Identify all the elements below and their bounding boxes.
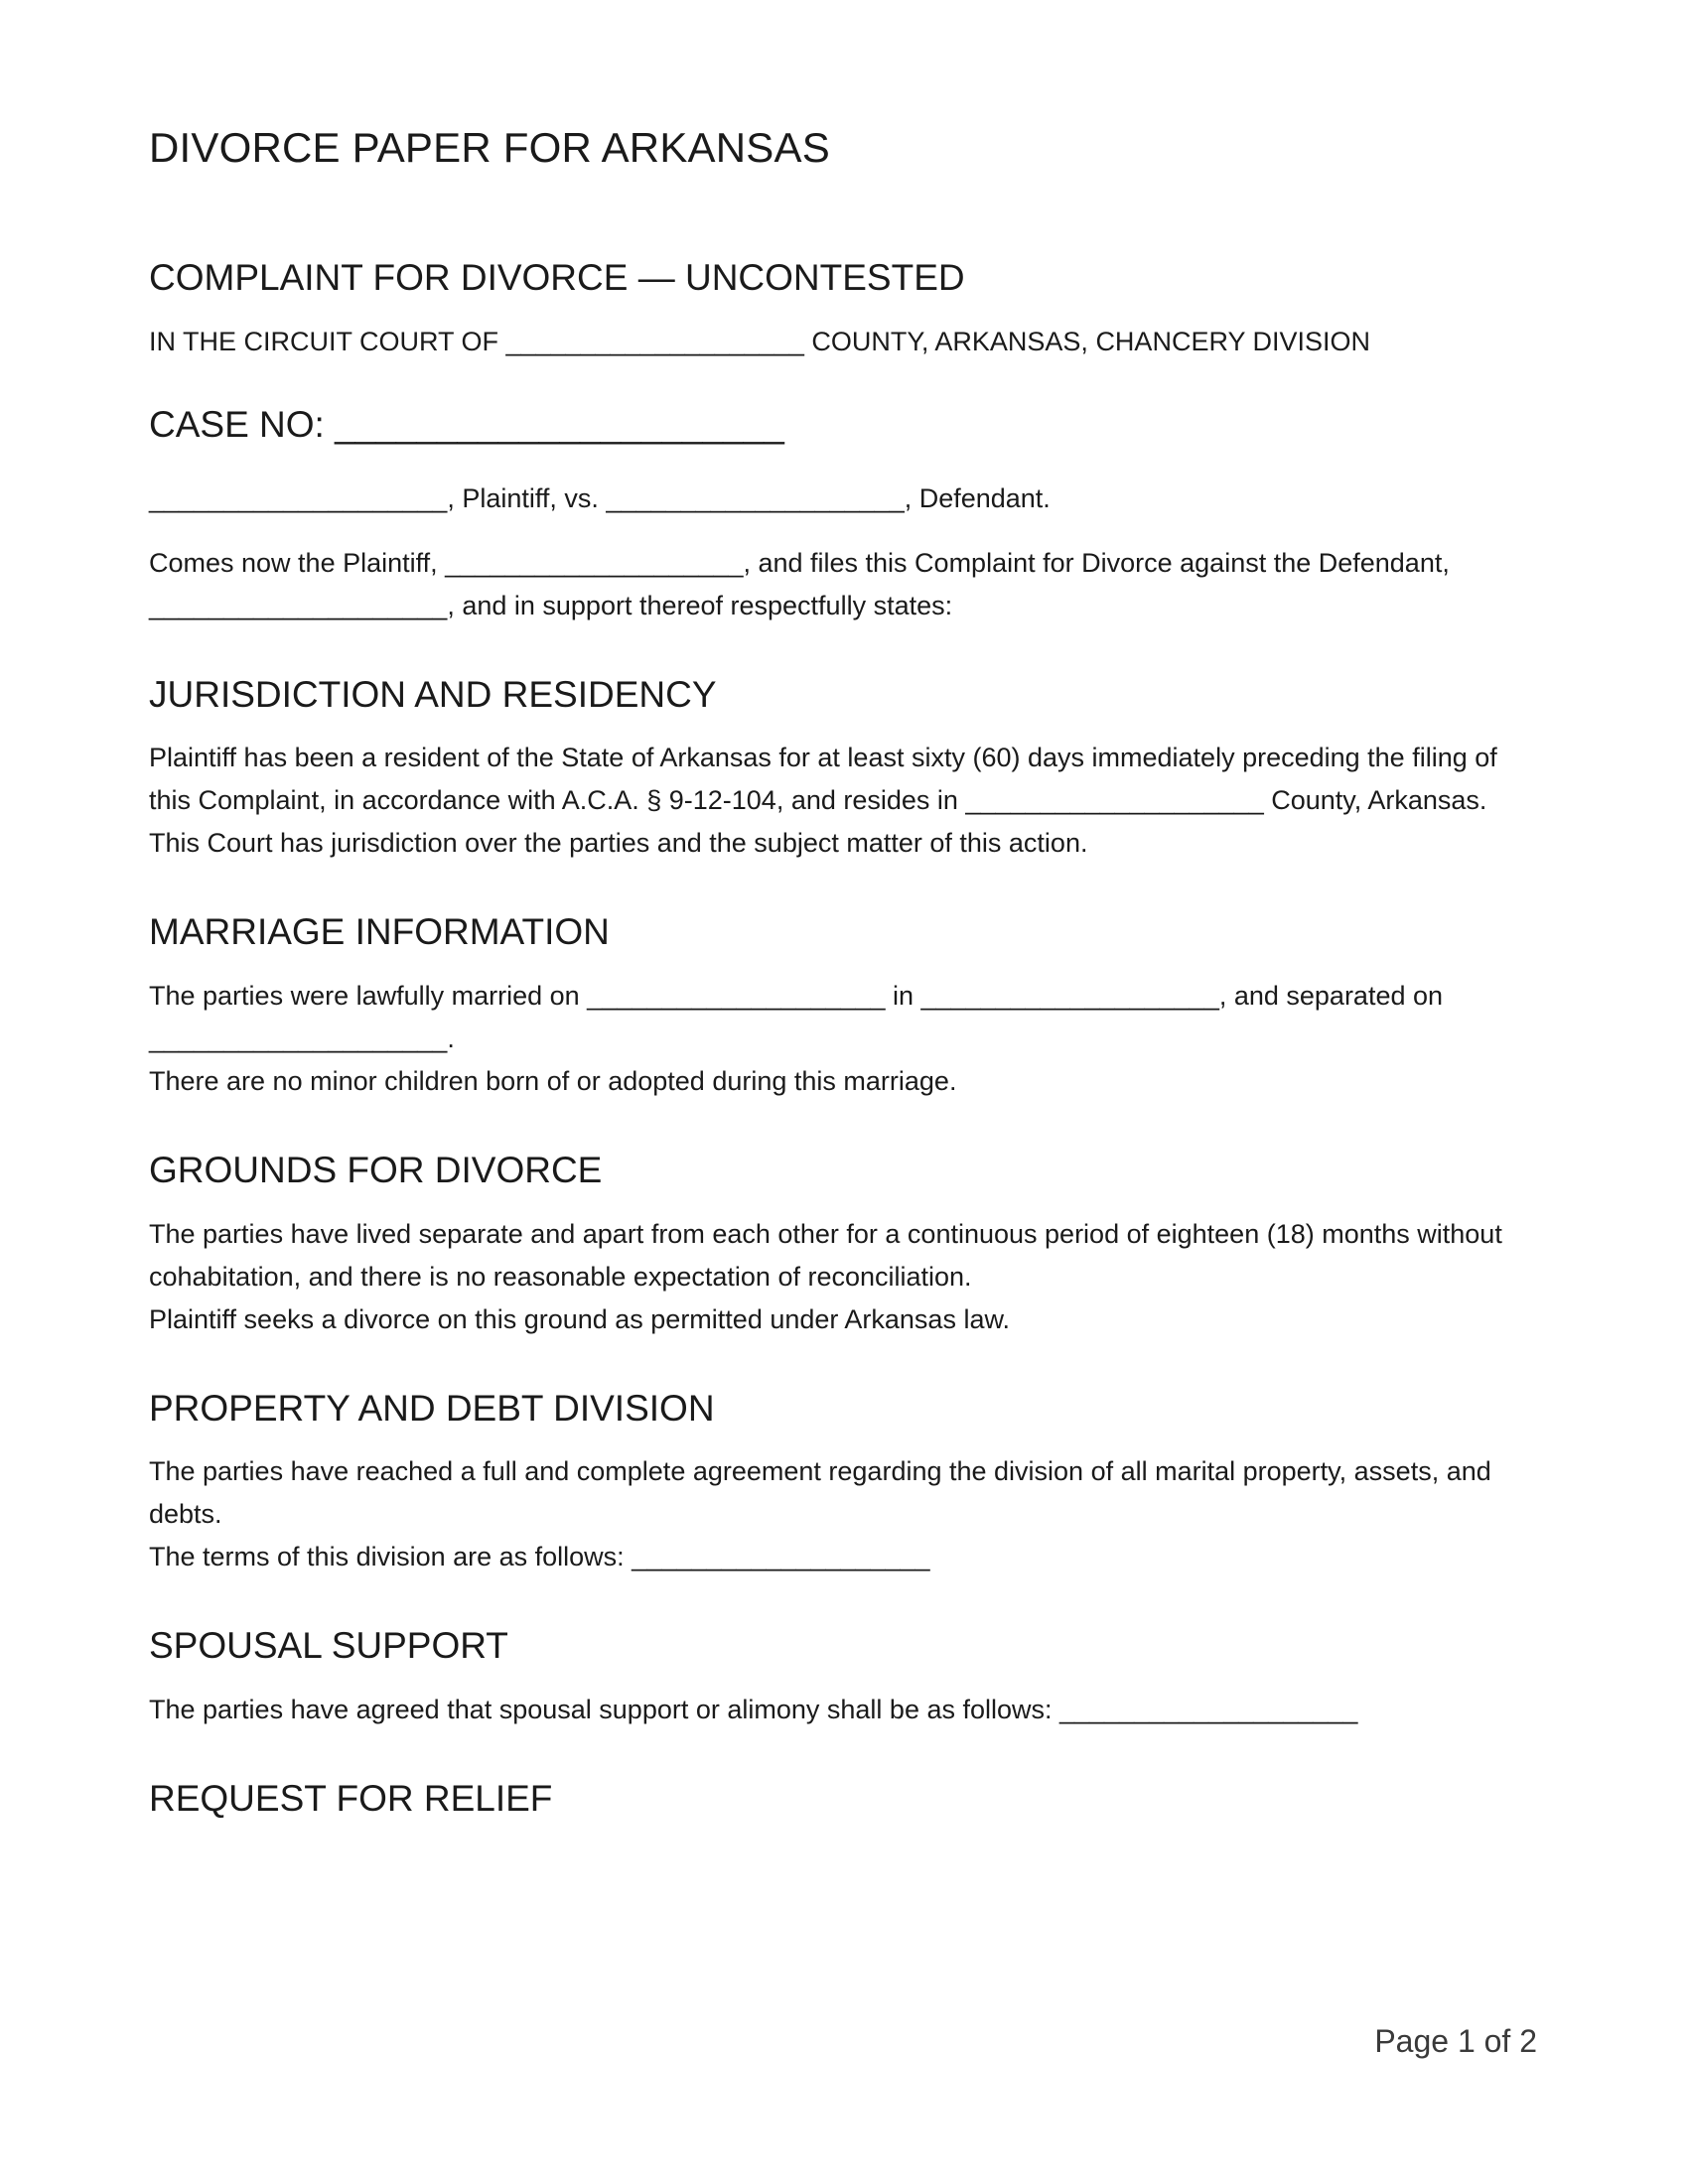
intro-paragraph: Comes now the Plaintiff, ____________________, and files this Complaint for Divorce against the Defendant, ____________________, and in support thereof respectfully states:	[149, 547, 1450, 620]
section-grounds	[149, 1151, 1539, 1341]
section-heading: MARRIAGE INFORMATION	[149, 911, 610, 953]
section-paragraph: The parties have reached a full and complete agreement regarding the division of all marital property, assets, and debts.	[149, 1456, 1491, 1530]
section-paragraph: The parties were lawfully married on ____________________ in ____________________, and separated on ____________________.	[149, 980, 1444, 1053]
section-paragraph: This Court has jurisdiction over the parties and the subject matter of this action.	[149, 828, 1088, 859]
section-property	[149, 1389, 1539, 1579]
section-relief	[149, 1779, 1539, 1820]
section-heading: REQUEST FOR RELIEF	[149, 1778, 553, 1819]
section-paragraph: The terms of this division are as follows: ____________________	[149, 1542, 930, 1572]
document-title: DIVORCE PAPER FOR ARKANSAS	[149, 124, 830, 171]
section-marriage	[149, 912, 1539, 1103]
complaint-heading: COMPLAINT FOR DIVORCE — UNCONTESTED	[149, 257, 965, 299]
section-paragraph: There are no minor children born of or adopted during this marriage.	[149, 1065, 957, 1096]
parties-line: ____________________, Plaintiff, vs. ____________________, Defendant.	[149, 482, 1051, 513]
section-heading: SPOUSAL SUPPORT	[149, 1625, 508, 1667]
section-paragraph: Plaintiff has been a resident of the State of Arkansas for at least sixty (60) days immediately preceding the filing of this Complaint, in accordance with A.C.A. § 9-12-104, and resides in ____________________ County, Arkansas.	[149, 743, 1497, 816]
section-heading: PROPERTY AND DEBT DIVISION	[149, 1387, 715, 1429]
section-paragraph: Plaintiff seeks a divorce on this ground as permitted under Arkansas law.	[149, 1303, 1010, 1334]
section-support	[149, 1626, 1539, 1731]
section-jurisdiction	[149, 675, 1539, 866]
case-number: CASE NO: ______________________	[149, 403, 784, 445]
page-number: Page 1 of 2	[1374, 2023, 1537, 2059]
section-paragraph: The parties have agreed that spousal support or alimony shall be as follows: ____________________	[149, 1695, 1358, 1724]
section-heading: GROUNDS FOR DIVORCE	[149, 1149, 603, 1190]
section-paragraph: The parties have lived separate and apart from each other for a continuous period of eighteen (18) months without cohabitation, and there is no reasonable expectation of reconciliation.	[149, 1218, 1502, 1292]
section-heading: JURISDICTION AND RESIDENCY	[149, 673, 717, 715]
court-line: IN THE CIRCUIT COURT OF ____________________ COUNTY, ARKANSAS, CHANCERY DIVISION	[149, 326, 1371, 356]
